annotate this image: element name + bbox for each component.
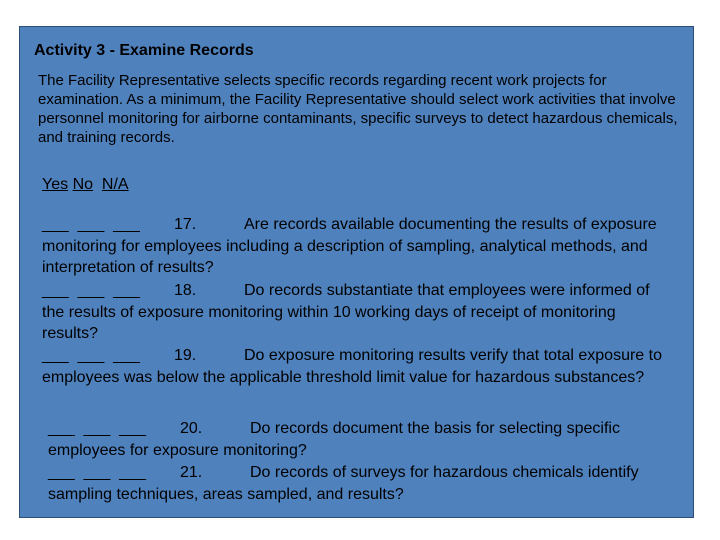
- question-number: 20.: [180, 420, 203, 437]
- na-column-label: N/A: [101, 176, 129, 193]
- question-text: Do records of surveys for hazardous chemicals identify sampling techniques, areas sampled, and results?: [48, 464, 639, 503]
- question-item: [42, 214, 662, 279]
- question-text: Are records available documenting the results of exposure monitoring for employees including a description of sampling, analytical methods, and interpretation of results?: [42, 216, 657, 276]
- activity-panel: [19, 26, 694, 518]
- answer-column-header: [42, 175, 129, 195]
- question-number: 18.: [174, 282, 197, 299]
- answer-blanks: ___ ___ ___: [42, 216, 140, 233]
- question-text: Do records document the basis for selecting specific employees for exposure monitoring?: [48, 420, 620, 459]
- question-item: [48, 418, 658, 461]
- question-number: 17.: [174, 216, 197, 233]
- question-item: [42, 345, 662, 388]
- activity-title: Activity 3 - Examine Records: [34, 42, 254, 59]
- question-item: [42, 280, 662, 345]
- answer-blanks: ___ ___ ___: [42, 282, 140, 299]
- answer-blanks: ___ ___ ___: [48, 420, 146, 437]
- activity-intro: The Facility Representative selects specific records regarding recent work projects for examination. As a minimum, the Facility Representative should select work activities that involve personnel monitoring for airborne contaminants, specific surveys to detect hazardous chemicals, and training records.: [38, 72, 678, 146]
- no-column-label: No: [72, 176, 94, 193]
- yes-column-label: Yes: [42, 176, 69, 193]
- question-number: 21.: [180, 464, 203, 481]
- answer-blanks: ___ ___ ___: [42, 347, 140, 364]
- question-item: [48, 462, 658, 505]
- question-text: Do records substantiate that employees were informed of the results of exposure monitoring within 10 working days of receipt of monitoring results?: [42, 282, 650, 342]
- question-text: Do exposure monitoring results verify that total exposure to employees was below the applicable threshold limit value for hazardous substances?: [42, 347, 662, 386]
- answer-blanks: ___ ___ ___: [48, 464, 146, 481]
- question-number: 19.: [174, 347, 197, 364]
